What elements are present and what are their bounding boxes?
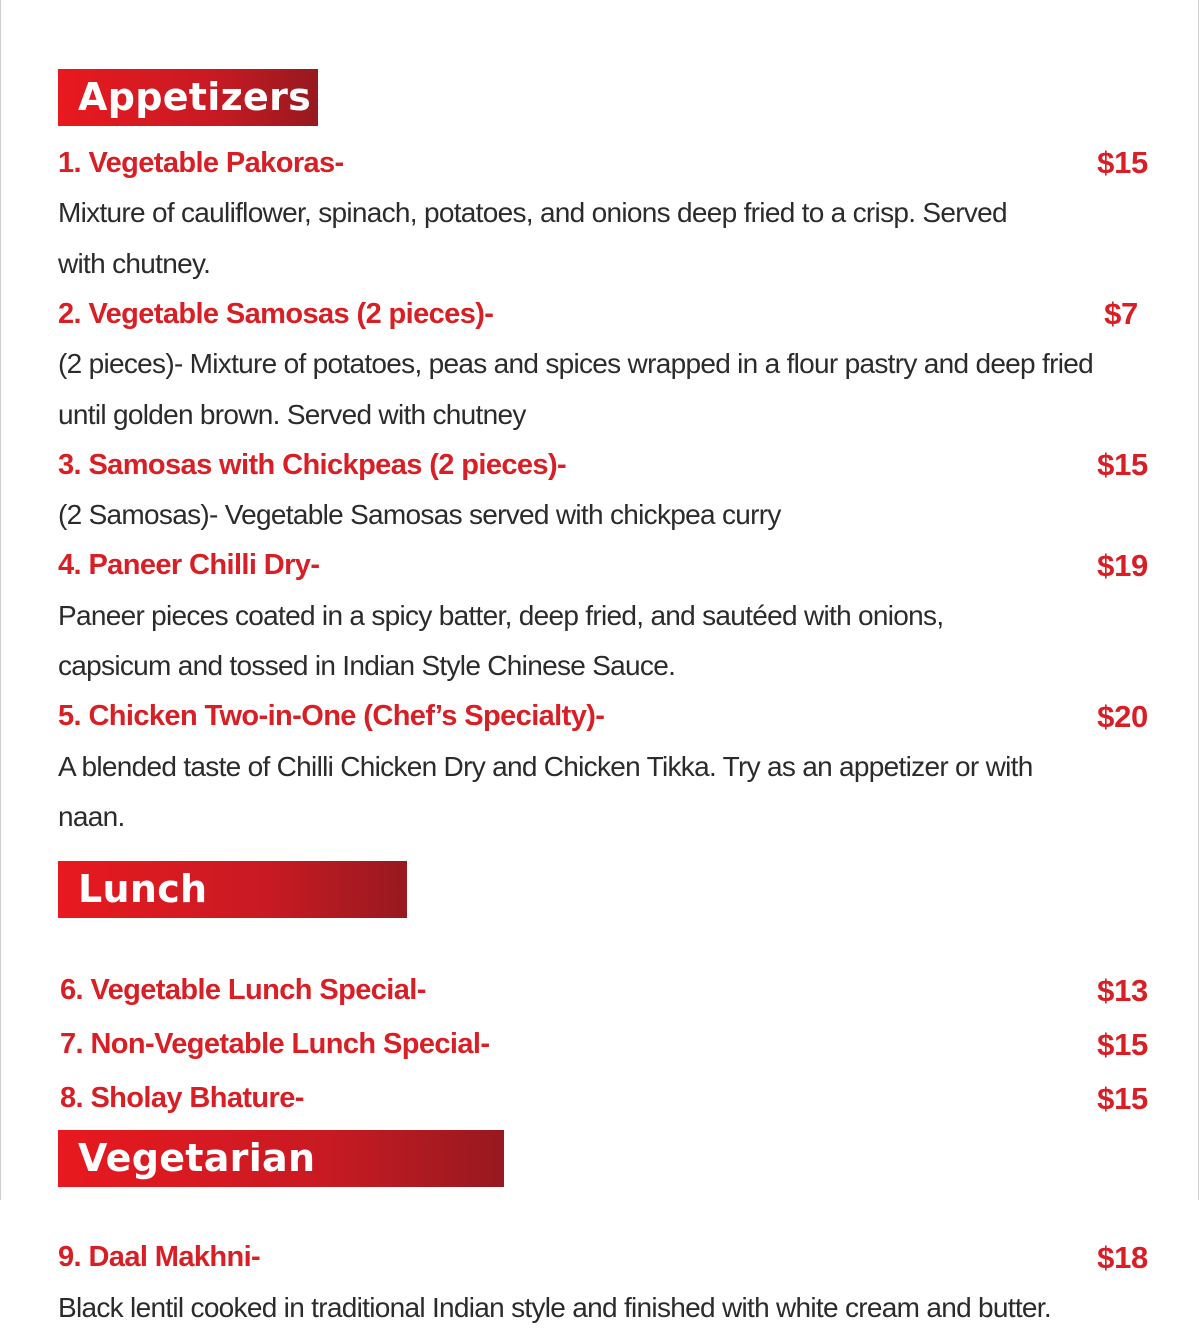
- menu-item-non-vegetable-lunch-special: [58, 1018, 1148, 1072]
- item-name: 2. Vegetable Samosas (2 pieces)-: [58, 298, 493, 331]
- section-banner-vegetarian-delights: Vegetarian Delights: [58, 1130, 504, 1187]
- menu-item-samosas-with-chickpeas: [58, 440, 1148, 541]
- item-description: Paneer pieces coated in a spicy batter, deep fried, and sautéed with onions, capsicum and tossed in Indian Style Chinese Sauce.: [58, 591, 1018, 692]
- item-price: $19: [1097, 548, 1148, 584]
- menu-item-sholay-bhature: [58, 1072, 1148, 1126]
- item-name: 7. Non-Vegetable Lunch Special-: [60, 1028, 489, 1061]
- menu-item-daal-makhni: [58, 1233, 1148, 1333]
- item-price: $15: [1097, 145, 1148, 181]
- item-price: $15: [1097, 447, 1148, 483]
- item-name: 5. Chicken Two-in-One (Chef’s Specialty)-: [58, 700, 604, 733]
- item-price: $18: [1097, 1240, 1148, 1276]
- item-name: 6. Vegetable Lunch Special-: [60, 974, 426, 1007]
- item-description: Black lentil cooked in traditional Indian style and finished with white cream and butter.: [58, 1283, 1098, 1333]
- item-price: $7: [1104, 296, 1138, 332]
- menu-item-vegetable-pakoras: [58, 138, 1148, 289]
- menu-page: [58, 69, 1148, 1333]
- item-description: (2 pieces)- Mixture of potatoes, peas and spices wrapped in a flour pastry and deep fried until golden brown. Served with chutney: [58, 339, 1098, 440]
- item-price: $15: [1097, 1027, 1148, 1063]
- item-name: 9. Daal Makhni-: [58, 1241, 260, 1274]
- item-name: 1. Vegetable Pakoras-: [58, 147, 344, 180]
- section-banner-appetizers: Appetizers: [58, 69, 318, 126]
- item-description: (2 Samosas)- Vegetable Samosas served with chickpea curry: [58, 490, 1098, 541]
- item-name: 8. Sholay Bhature-: [60, 1082, 304, 1115]
- item-price: $20: [1097, 699, 1148, 735]
- item-price: $13: [1097, 973, 1148, 1009]
- menu-item-chicken-two-in-one: [58, 692, 1148, 843]
- item-name: 4. Paneer Chilli Dry-: [58, 549, 319, 582]
- menu-item-vegetable-samosas: [58, 289, 1148, 440]
- item-price: $15: [1097, 1081, 1148, 1117]
- item-description: A blended taste of Chilli Chicken Dry and Chicken Tikka. Try as an appetizer or with naan.: [58, 742, 1098, 843]
- section-banner-lunch-specials: Lunch Specials: [58, 861, 407, 918]
- menu-item-paneer-chilli-dry: [58, 541, 1148, 692]
- item-description: Mixture of cauliflower, spinach, potatoes, and onions deep fried to a crisp. Served with chutney.: [58, 188, 1018, 289]
- item-name: 3. Samosas with Chickpeas (2 pieces)-: [58, 449, 566, 482]
